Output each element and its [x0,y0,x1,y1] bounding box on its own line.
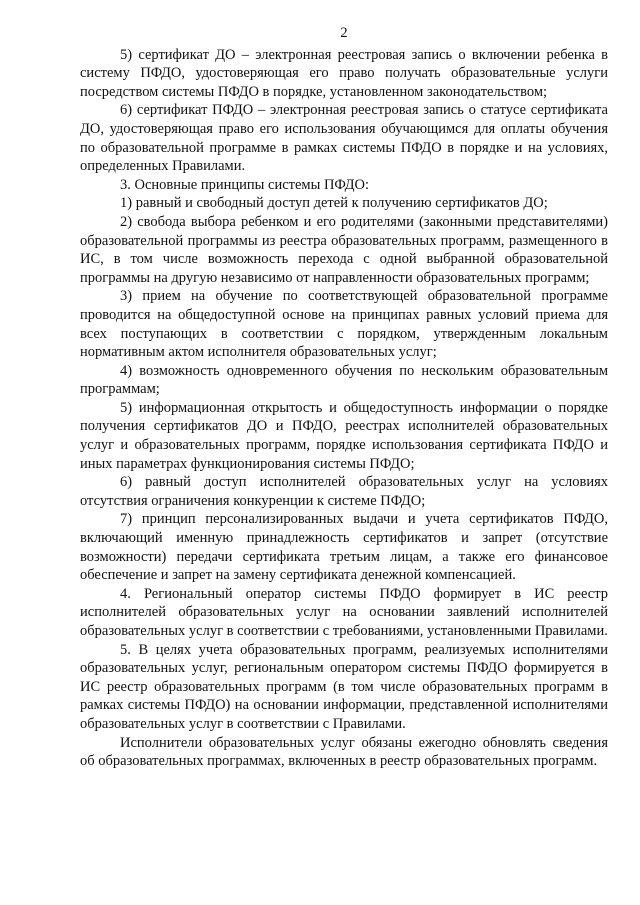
page-number: 2 [340,25,348,41]
paragraph-principle-3: 3) прием на обучение по соответствующей образовательной программе проводится на общедоступной основе на принципах равных условий приема для всех поступающих в соответствии с порядком, утвержденным локальным нормативным актом исполнителя образовательных услуг; [80,288,608,361]
paragraph-section-5: 5. В целях учета образовательных программ, реализуемых исполнителями образовательных услуг, региональным оператором системы ПФДО формируется в ИС реестр образовательных программ (в том числе образовательных программ в рамках системы ПФДО) на основании информации, представленной исполнителями образовательных услуг в соответствии с Правилами. [80,641,608,732]
paragraph-principle-2: 2) свобода выбора ребенком и его родителями (законными представителями) образовательной программы из реестра образовательных программ, размещенного в ИС, в том числе возможность перехода с одной выбранной образовательной программы на другую независимо от направленности образовательных программ; [80,213,608,286]
paragraph-section-3-heading: 3. Основные принципы системы ПФДО: [120,176,369,193]
paragraph-principle-1: 1) равный и свободный доступ детей к получению сертификатов ДО; [120,195,548,212]
paragraph-section-5-obligation: Исполнители образовательных услуг обязаны ежегодно обновлять сведения об образовательных программах, включенных в реестр образовательных программ. [80,734,608,770]
paragraph-definition-6: 6) сертификат ПФДО – электронная реестровая запись о статусе сертификата ДО, удостоверяющая право его использования обучающимся для оплаты обучения по образовательной программе в рамках системы ПФДО в порядке и на условиях, определенных Правилами. [80,102,608,175]
paragraph-principle-6: 6) равный доступ исполнителей образовательных услуг на условиях отсутствия ограничения конкуренции к системе ПФДО; [80,474,608,509]
paragraph-principle-4: 4) возможность одновременного обучения по нескольким образовательным программам; [80,362,608,398]
paragraph-principle-7: 7) принцип персонализированных выдачи и учета сертификатов ПФДО, включающий именную принадлежность сертификатов и запрет (отсутствие возможности) передачи сертификата третьим лицам, а также его финансовое обеспечение и запрет на замену сертификата денежной компенсацией. [80,511,608,584]
paragraph-principle-5: 5) информационная открытость и общедоступность информации о порядке получения сертификатов ДО и ПФДО, реестрах исполнителей образовательных услуг и образовательных программ, порядке использования сертификата ПФДО и иных параметрах функционирования системы ПФДО; [80,399,608,472]
paragraph-section-4: 4. Региональный оператор системы ПФДО формирует в ИС реестр исполнителей образовательных услуг на основании заявлений исполнителей образовательных услуг в соответствии с требованиями, установленными Правилами. [80,585,608,639]
paragraph-definition-5: 5) сертификат ДО – электронная реестровая запись о включении ребенка в систему ПФДО, удостоверяющая его право получать образовательные услуги посредством системы ПФДО в порядке, установленном законодательством; [80,46,608,100]
document-page [80,24,608,771]
